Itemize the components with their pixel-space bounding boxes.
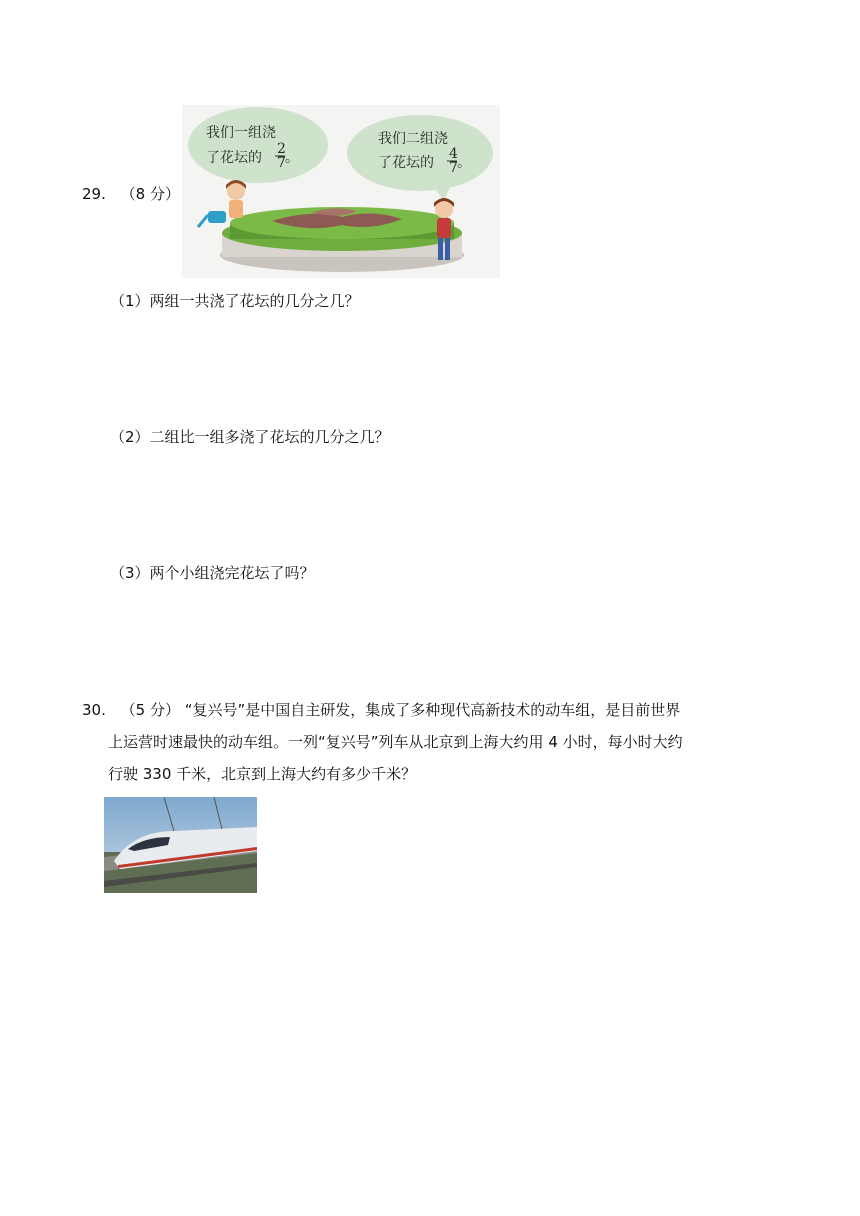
bubble-left-frac-den: 7 [277,155,286,171]
question-30-text-2: 上运营时速最快的动车组。一列“复兴号”列车从北京到上海大约用 4 小时，每小时大约 [108,733,683,751]
question-30-line-1 [82,694,782,726]
bubble-left-line2: 了花坛的 [206,150,262,166]
question-30-text-1: “复兴号”是中国自主研发，集成了多种现代高新技术的动车组，是目前世界 [184,701,681,719]
question-score: （8 分） [120,185,180,203]
bubble-left-end: 。 [285,150,299,166]
question-30-block [82,694,782,790]
question-29-part-1: （1）两组一共浇了花坛的几分之几？ [110,292,360,310]
question-29-part-2: （2）二组比一组多浇了花坛的几分之几？ [110,428,390,446]
question-29-header [82,183,180,204]
bubble-right-frac-den: 7 [449,160,458,176]
bubble-right-end: 。 [457,155,471,171]
question-score: （5 分） [120,701,180,719]
flower-bed [220,207,464,272]
bubble-right-line1: 我们二组浇 [378,131,448,147]
question-number: 29. [82,185,106,203]
question-29-part-3: （3）两个小组浇完花坛了吗？ [110,564,315,582]
bullet-train-photo [104,797,257,893]
flower-bed-illustration [182,105,500,278]
bubble-right-line2: 了花坛的 [378,155,434,171]
bubble-right-frac-num: 4 [449,146,458,162]
question-30-text-3: 行驶 330 千米，北京到上海大约有多少千米？ [108,765,417,783]
bubble-left-frac-num: 2 [277,141,286,157]
question-number: 30. [82,701,106,719]
bubble-left-line1: 我们一组浇 [206,125,276,141]
